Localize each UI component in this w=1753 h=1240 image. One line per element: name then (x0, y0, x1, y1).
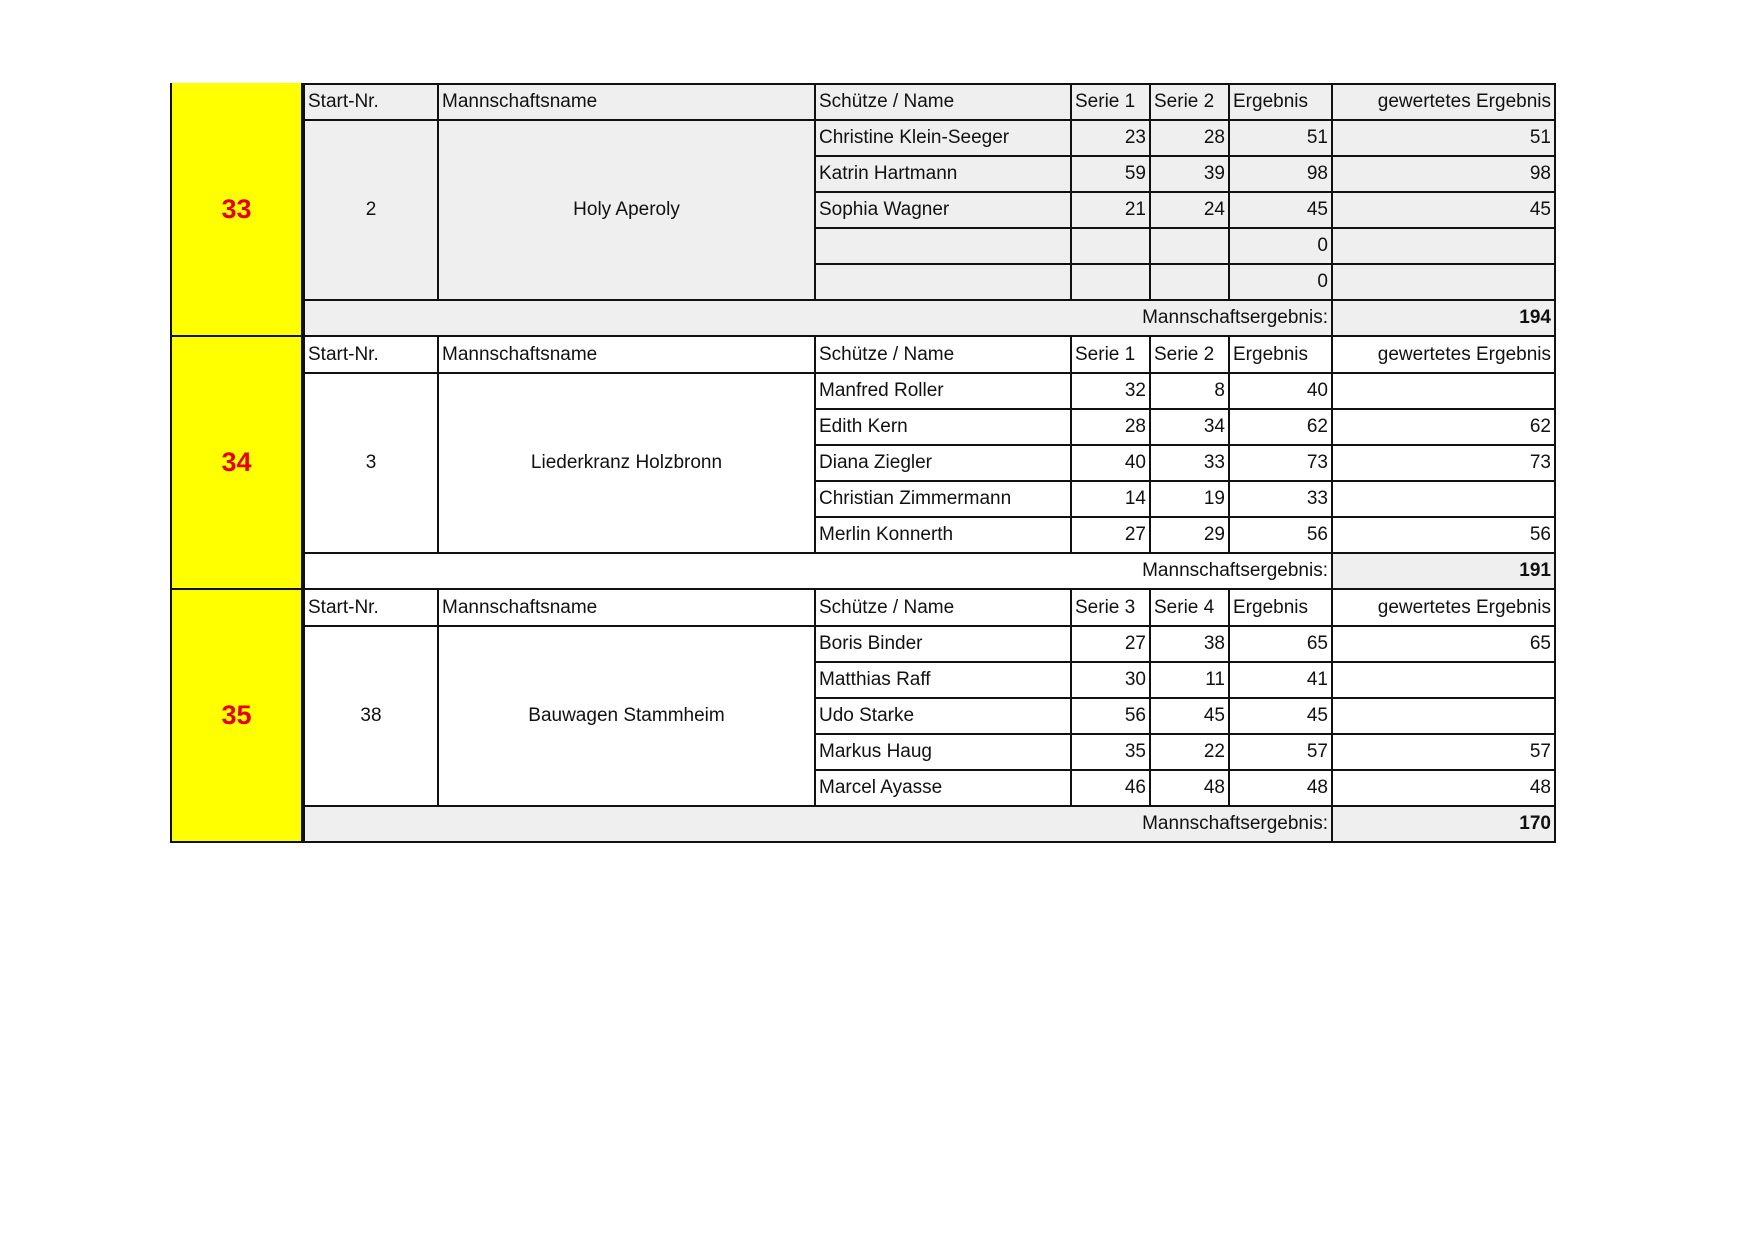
serie-1-score: 23 (1071, 120, 1150, 156)
header-row (304, 84, 1555, 120)
shooter-name: Marcel Ayasse (815, 770, 1071, 806)
shooter-name: Diana Ziegler (815, 445, 1071, 481)
serie-2-score: 39 (1150, 156, 1229, 192)
col-header-result: Ergebnis (1229, 590, 1332, 626)
serie-2-score: 19 (1150, 481, 1229, 517)
scored-result: 51 (1332, 120, 1555, 156)
serie-2-score: 24 (1150, 192, 1229, 228)
serie-3-score: 30 (1071, 662, 1150, 698)
col-header-shooter: Schütze / Name (815, 84, 1071, 120)
team-table (303, 83, 1556, 337)
col-header-serie-4: Serie 4 (1150, 590, 1229, 626)
scored-result: 73 (1332, 445, 1555, 481)
scored-result (1332, 481, 1555, 517)
shooter-row (304, 373, 1555, 409)
result-score: 62 (1229, 409, 1332, 445)
shooter-name (815, 228, 1071, 264)
scored-result: 98 (1332, 156, 1555, 192)
scored-result (1332, 264, 1555, 300)
col-header-scored: gewertetes Ergebnis (1332, 337, 1555, 373)
result-score: 45 (1229, 698, 1332, 734)
serie-3-score: 27 (1071, 626, 1150, 662)
team-name: Bauwagen Stammheim (438, 626, 815, 806)
shooter-name: Boris Binder (815, 626, 1071, 662)
col-header-serie-3: Serie 3 (1071, 590, 1150, 626)
col-header-team-name: Mannschaftsname (438, 84, 815, 120)
scored-result (1332, 662, 1555, 698)
serie-1-score: 14 (1071, 481, 1150, 517)
shooter-name: Matthias Raff (815, 662, 1071, 698)
result-score: 0 (1229, 264, 1332, 300)
start-number: 38 (304, 626, 438, 806)
serie-4-score: 45 (1150, 698, 1229, 734)
result-score: 41 (1229, 662, 1332, 698)
result-score: 57 (1229, 734, 1332, 770)
result-score: 73 (1229, 445, 1332, 481)
serie-3-score: 56 (1071, 698, 1150, 734)
serie-1-score: 27 (1071, 517, 1150, 553)
result-score: 33 (1229, 481, 1332, 517)
scored-result: 56 (1332, 517, 1555, 553)
team-name: Liederkranz Holzbronn (438, 373, 815, 553)
shooter-name: Merlin Konnerth (815, 517, 1071, 553)
rank-number: 33 (170, 83, 303, 337)
shooter-name: Manfred Roller (815, 373, 1071, 409)
col-header-result: Ergebnis (1229, 84, 1332, 120)
serie-2-score: 8 (1150, 373, 1229, 409)
col-header-scored: gewertetes Ergebnis (1332, 590, 1555, 626)
serie-1-score: 28 (1071, 409, 1150, 445)
col-header-team-name: Mannschaftsname (438, 590, 815, 626)
team-total-label: Mannschaftsergebnis: (304, 553, 1332, 589)
start-number: 3 (304, 373, 438, 553)
total-row (304, 300, 1555, 336)
scored-result: 48 (1332, 770, 1555, 806)
serie-1-score (1071, 264, 1150, 300)
shooter-name: Markus Haug (815, 734, 1071, 770)
result-score: 51 (1229, 120, 1332, 156)
serie-3-score: 35 (1071, 734, 1150, 770)
shooter-name: Edith Kern (815, 409, 1071, 445)
serie-1-score (1071, 228, 1150, 264)
scored-result: 65 (1332, 626, 1555, 662)
col-header-result: Ergebnis (1229, 337, 1332, 373)
team-block (170, 83, 1554, 337)
col-header-start-nr: Start-Nr. (304, 84, 438, 120)
header-row (304, 590, 1555, 626)
serie-1-score: 32 (1071, 373, 1150, 409)
total-row (304, 553, 1555, 589)
shooter-name: Christian Zimmermann (815, 481, 1071, 517)
results-sheet (170, 83, 1554, 843)
result-score: 56 (1229, 517, 1332, 553)
shooter-name: Sophia Wagner (815, 192, 1071, 228)
team-total-value: 194 (1332, 300, 1555, 336)
scored-result: 57 (1332, 734, 1555, 770)
serie-4-score: 48 (1150, 770, 1229, 806)
result-score: 98 (1229, 156, 1332, 192)
total-row (304, 806, 1555, 842)
result-score: 65 (1229, 626, 1332, 662)
team-table (303, 590, 1556, 843)
result-score: 48 (1229, 770, 1332, 806)
team-total-value: 170 (1332, 806, 1555, 842)
serie-2-score: 33 (1150, 445, 1229, 481)
serie-2-score (1150, 264, 1229, 300)
col-header-scored: gewertetes Ergebnis (1332, 84, 1555, 120)
result-score: 0 (1229, 228, 1332, 264)
team-total-value: 191 (1332, 553, 1555, 589)
serie-4-score: 38 (1150, 626, 1229, 662)
serie-2-score (1150, 228, 1229, 264)
col-header-serie-1: Serie 1 (1071, 337, 1150, 373)
col-header-team-name: Mannschaftsname (438, 337, 815, 373)
team-total-label: Mannschaftsergebnis: (304, 806, 1332, 842)
serie-1-score: 21 (1071, 192, 1150, 228)
col-header-serie-2: Serie 2 (1150, 337, 1229, 373)
col-header-start-nr: Start-Nr. (304, 337, 438, 373)
scored-result (1332, 228, 1555, 264)
shooter-row (304, 120, 1555, 156)
col-header-shooter: Schütze / Name (815, 590, 1071, 626)
serie-4-score: 22 (1150, 734, 1229, 770)
scored-result: 45 (1332, 192, 1555, 228)
scored-result (1332, 373, 1555, 409)
col-header-serie-2: Serie 2 (1150, 84, 1229, 120)
shooter-name (815, 264, 1071, 300)
shooter-name: Christine Klein-Seeger (815, 120, 1071, 156)
header-row (304, 337, 1555, 373)
team-total-label: Mannschaftsergebnis: (304, 300, 1332, 336)
serie-4-score: 11 (1150, 662, 1229, 698)
serie-1-score: 59 (1071, 156, 1150, 192)
result-score: 40 (1229, 373, 1332, 409)
shooter-name: Udo Starke (815, 698, 1071, 734)
col-header-shooter: Schütze / Name (815, 337, 1071, 373)
rank-number: 34 (170, 337, 303, 590)
col-header-serie-1: Serie 1 (1071, 84, 1150, 120)
scored-result (1332, 698, 1555, 734)
col-header-start-nr: Start-Nr. (304, 590, 438, 626)
start-number: 2 (304, 120, 438, 300)
shooter-name: Katrin Hartmann (815, 156, 1071, 192)
serie-2-score: 28 (1150, 120, 1229, 156)
serie-2-score: 34 (1150, 409, 1229, 445)
rank-number: 35 (170, 590, 303, 843)
serie-2-score: 29 (1150, 517, 1229, 553)
serie-3-score: 46 (1071, 770, 1150, 806)
serie-1-score: 40 (1071, 445, 1150, 481)
team-block (170, 590, 1554, 843)
scored-result: 62 (1332, 409, 1555, 445)
team-name: Holy Aperoly (438, 120, 815, 300)
result-score: 45 (1229, 192, 1332, 228)
team-table (303, 337, 1556, 590)
shooter-row (304, 626, 1555, 662)
team-block (170, 337, 1554, 590)
